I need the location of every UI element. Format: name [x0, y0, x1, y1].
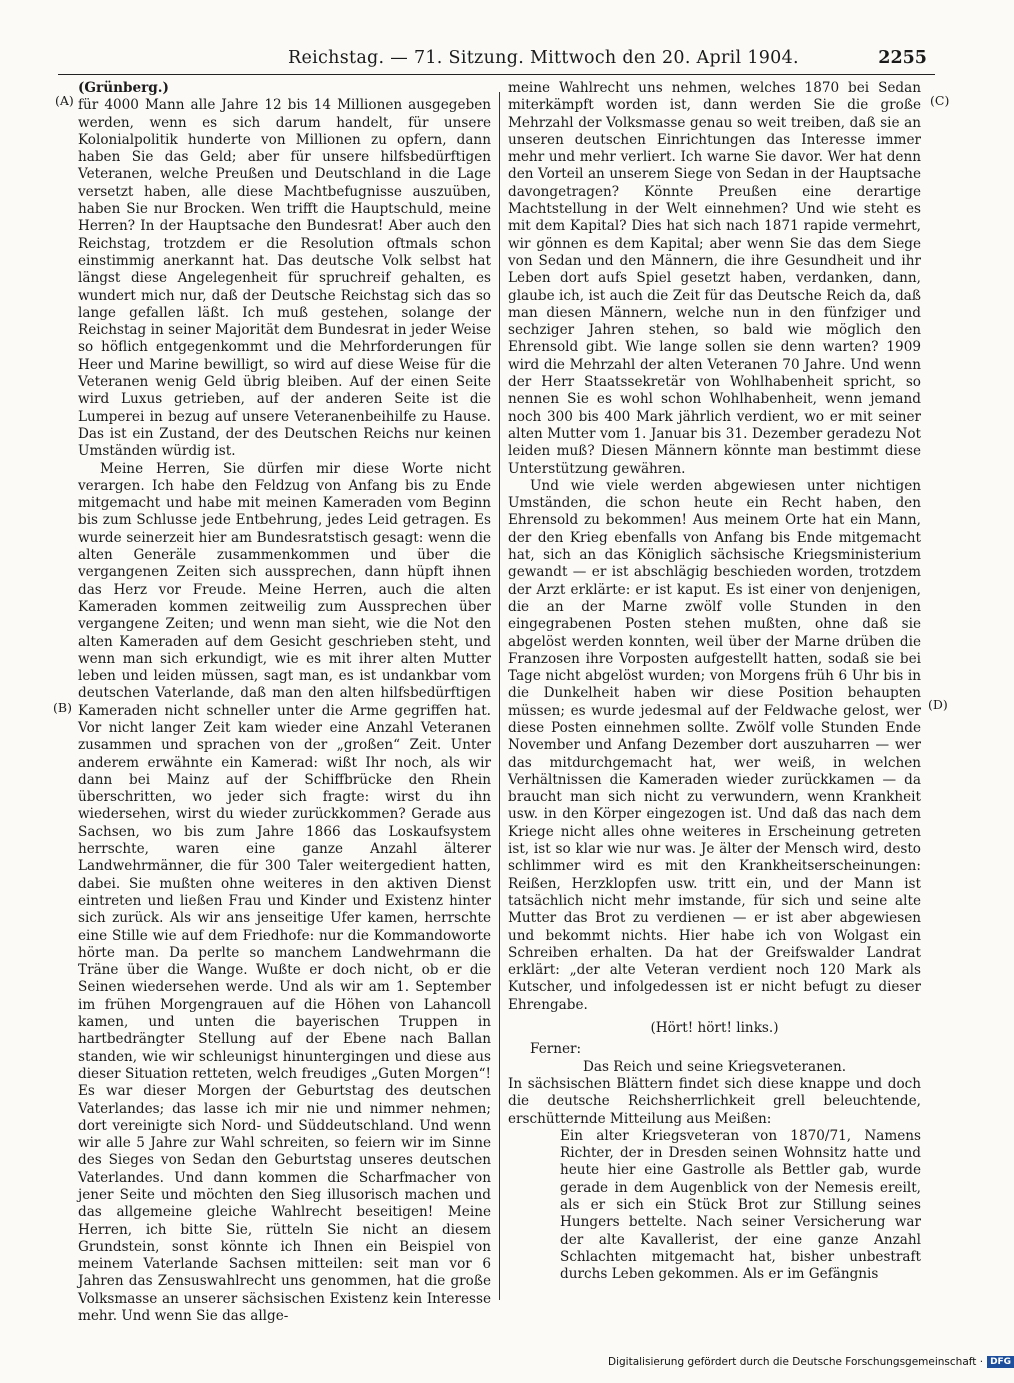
margin-marker-d: (D): [928, 697, 948, 712]
margin-marker-c: (C): [930, 93, 950, 108]
column-divider: [499, 92, 500, 1300]
interjection: (Hört! hört! links.): [650, 1020, 779, 1037]
footer-credit: [608, 1356, 1014, 1368]
margin-marker-a: (A): [55, 93, 74, 108]
page-number: 2255: [878, 48, 927, 68]
paragraph: meine Wahlrecht uns nehmen, welches 1870 bei Sedan miterkämpft worden ist, dann werden Sie die große Mehrzahl der Volksmasse genau so weit treiben, daß sie an unseren deutschen Einrichtungen das Interesse immer mehr und mehr verliert. Ich warne Sie davor. Wer hat denn den Vorteil an unserem Siege von Sedan in der Hauptsache davongetragen? Könnte Preußen eine derartige Machtstellung in der Welt einnehmen? Und wie steht es mit dem Kapital? Dies hat sich nach 1871 rapide vermehrt, wir gönnen es dem Kapital; aber wenn Sie das dem Siege von Sedan und den Männern, die ihre Gesundheit und ihr Leben dort aufs Spiel gesetzt haben, verdanken, dann, glaube ich, ist auch die Zeit für das Deutsche Reich da, daß man diesen Männern, welche nun in den fünfziger und sechziger Jahren stehen, so bald wie möglich den Ehrensold gibt. Wie lange sollen sie denn warten? 1909 wird die Mehrzahl der alten Veteranen 70 Jahre. Und wenn der Herr Staatssekretär von Wohlhabenheit spricht, so nennen Sie es wohl schon Wohlhabenheit, wenn jemand noch 300 bis 400 Mark jährlich verdient, wo er mit seiner alten Mutter vom 1. Januar bis 31. Dezember geradezu Not leiden muß? Diesen Männern könnte man bestimmt diese Unterstützung gewähren.: [508, 80, 921, 477]
left-column: [78, 80, 491, 1325]
margin-marker-b: (B): [53, 700, 72, 715]
quoted-text: Ein alter Kriegsveteran von 1870/71, Namens Richter, der in Dresden seinen Wohnsitz hatte und heute hier eine Gastrolle als Bettler gab, wurde gerade in dem Augenblick von der Nemesis ereilt, als er sich ein Stück Brot zur Stillung seines Hungers bettelte. Nach seiner Versicherung war der alte Kavallerist, der eine ganze Anzahl Schlachten mitgemacht hat, bisher unbestraft durchs Leben gekommen. Als er im Gefängnis: [560, 1127, 921, 1283]
paragraph: In sächsischen Blättern findet sich diese knappe und doch die deutsche Reichsherrlichkeit grell beleuchtende, erschütternde Mitteilung aus Meißen:: [508, 1075, 921, 1127]
speaker-name: (Grünberg.): [78, 80, 169, 96]
article-heading: Das Reich und seine Kriegsveteranen.: [582, 1058, 847, 1075]
dfg-logo: DFG: [987, 1356, 1014, 1368]
header-title: Reichstag. — 71. Sitzung. Mittwoch den 20. April 1904.: [288, 48, 799, 68]
right-column: [508, 80, 921, 1283]
paragraph: Meine Herren, Sie dürfen mir diese Worte nicht verargen. Ich habe den Feldzug von Anfang bis zu Ende mitgemacht und habe mit meinen Kameraden vom Beginn bis zum Schlusse jede Entbehrung, jedes Leid getragen. Es wurde seinerzeit hier am Bundesratstisch gesagt: wenn die alten Generäle zusammenkommen und über die vergangenen Zeiten sich aussprechen, dann hüpft ihnen das Herz vor Freude. Meine Herren, auch die alten Kameraden kommen zeitweilig zum Aussprechen über vergangene Zeiten; und wenn man sieht, wie die Not den alten Kameraden auf dem Gesicht geschrieben steht, und wenn man sich erkundigt, wie es mit ihrer alten Mutter leben und leiden müssen, sagt man, es ist undankbar vom deutschen Vaterlande, daß man den alten hilfsbedürftigen Kameraden nicht schneller unter die Arme gegriffen hat. Vor nicht langer Zeit kam wieder eine Anzahl Veteranen zusammen und sprachen von der „großen“ Zeit. Unter anderem erwähnte ein Kamerad: wißt Ihr noch, als wir dann bei Mainz auf der Schiffbrücke den Rhein überschritten, wo jeder sich fragte: wirst du ihn wiedersehen, wirst du wieder zurückkommen? Gerade aus Sachsen, wo bis zum Jahre 1866 das Loskaufsystem herrschte, waren eine ganze Anzahl älterer Landwehrmänner, die für 300 Taler weitergedient hatten, dabei. Sie mußten ohne weiteres in den aktiven Dienst eintreten und ließen Frau und Kinder und Existenz hinter sich zurück. Als wir ans jenseitige Ufer kamen, herrschte eine Stille wie auf dem Friedhofe: nur die Kommandoworte hörte man. Da perlte so manchem Landwehrmann die Träne über die Wange. Wußte er doch nicht, ob er die Seinen wiedersehen werde. Und als wir am 1. September im frühen Morgengrauen auf die Höhen von Lahancoll kamen, und unten die bayerischen Truppen in hartbedrängter Stellung auf der Ebene nach Ballan standen, wie wir schleunigst hinuntergingen und diese aus dieser Situation retteten, welch freudiges „Guten Morgen“! Es war dieser Morgen der Geburtstag des deutschen Vaterlandes; das lasse ich mir nie und nimmer nehmen; dort vereinigte sich Nord- und Süddeutschland. Und wenn wir alle 5 Jahre zur Wahl schreiten, so feiern wir im Sinne des Sieges von Sedan den Geburtstag unseres deutschen Vaterlandes. Und dann kommen die Scharfmacher von jener Seite und möchten den Sieg illusorisch machen und das allgemeine gleiche Wahlrecht beseitigen! Meine Herren, ich bitte Sie, rütteln Sie nicht an diesem Grundstein, sonst könnte ich Ihnen ein Beispiel von meinem Vaterlande Sachsen mitteilen: seit man vor 6 Jahren das Zensuswahlrecht uns genommen, hat die große Volksmasse an unserer sächsischen Existenz kein Interesse mehr. Und wenn Sie das allge-: [78, 460, 491, 1325]
paragraph: für 4000 Mann alle Jahre 12 bis 14 Millionen ausgegeben werden, wenn es sich darum handelt, für unsere Kolonialpolitik hunderte von Millionen zu opfern, dann haben Sie das Geld; aber für unsere hilfsbedürftigen Veteranen, welche Preußen und Deutschland in die Lage versetzt haben, alle diese Machtbefugnisse auszuüben, haben Sie nur Brocken. Wen trifft die Hauptschuld, meine Herren? In der Hauptsache den Bundesrat! Aber auch den Reichstag, trotzdem er die Resolution oftmals schon einstimmig anerkannt hat. Das deutsche Volk selbst hat längst diese Angelegenheit für spruchreif gehalten, es wundert mich nur, daß der Deutsche Reichstag sich das so lange gefallen läßt. Ich muß gestehen, solange der Reichstag in seiner Majorität dem Bundesrat in jeder Weise so höflich entgegenkommt und die Mehrforderungen für Heer und Marine bewilligt, so wird auf diese Weise für die Veteranen wenig Geld übrig bleiben. Auf der einen Seite wird Luxus getrieben, auf der anderen Seite ist die Lumperei in bezug auf unsere Veteranenbeihilfe zu Hause. Das ist ein Zustand, der des Deutschen Reichs nur keinen Umständen würdig ist.: [78, 97, 491, 460]
footer-text: Digitalisierung gefördert durch die Deutsche Forschungsgemeinschaft ·: [608, 1356, 984, 1368]
paragraph: Ferner:: [530, 1041, 582, 1058]
page-header: [58, 48, 935, 75]
paragraph: Und wie viele werden abgewiesen unter nichtigen Umständen, die schon heute ein Recht haben, den Ehrensold zu bekommen! Aus meinem Orte hat ein Mann, der den Krieg ebenfalls von Anfang bis Ende mitgemacht hat, sich an das Königlich sächsische Kriegsministerium gewandt — er ist abschlägig beschieden worden, trotzdem der Arzt erklärte: er ist kaput. Es ist einer von denjenigen, die an der Marne zwölf volle Stunden in den eingegrabenen Posten stehen mußten, ohne daß sie abgelöst werden konnten, weil über der Marne drüben die Franzosen ihre Vorposten aufgestellt hatten, sodaß sie bei Tage nicht abgelöst wurden; von Morgens früh 6 Uhr bis in die Dunkelheit haben wir diese Position behaupten müssen; es wurde jedesmal auf der Feldwache gelost, wer diese Posten einnehmen sollte. Zwölf volle Stunden Ende November und Anfang Dezember dort auszuharren — wer das mitdurchgemacht hat, wer weiß, in welchen Verhältnissen die Kameraden wieder zurückkamen — da braucht man sich nicht zu verwundern, wenn Krankheit usw. in den Körper eingezogen ist. Und daß das nach dem Kriege nicht alles ohne weiteres in Erscheinung getreten ist, ist so klar wie nur was. Je älter der Mensch wird, desto schlimmer wird es mit den Krankheitserscheinungen: Reißen, Herzklopfen usw. tritt ein, und der Mann ist tatsächlich nicht mehr imstande, für sich und seine alte Mutter das Brot zu verdienen — er ist aber abgewiesen und bekommt nichts. Hier habe ich von Wolgast ein Schreiben erhalten. Da hat der Greifswalder Landrat erklärt: „der alte Veteran verdient noch 120 Mark als Kutscher, und infolgedessen ist er nicht befugt zu dieser Ehrengabe.: [508, 477, 921, 1013]
